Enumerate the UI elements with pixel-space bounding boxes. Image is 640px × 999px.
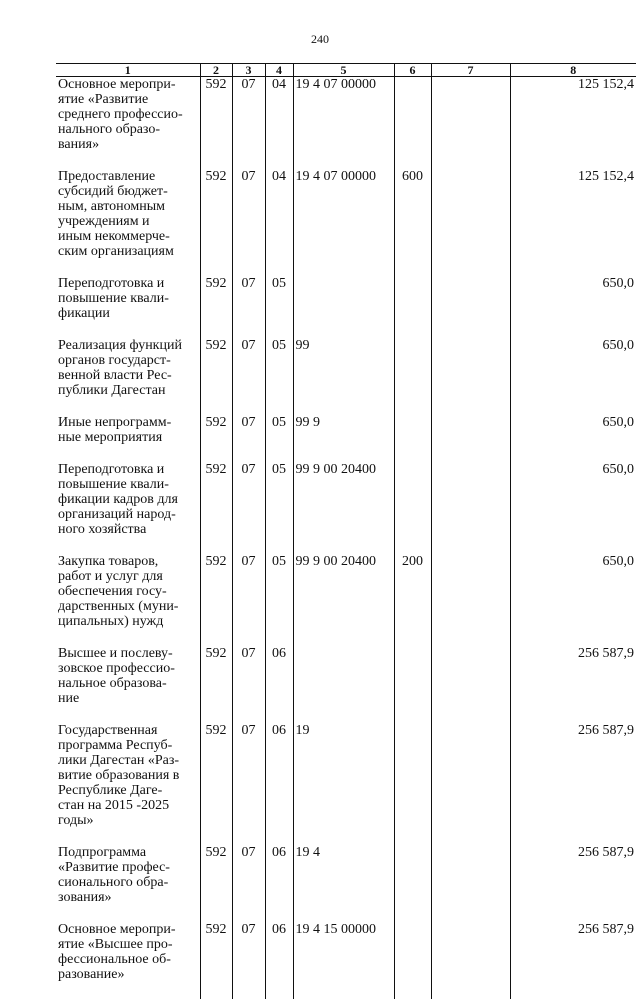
- column-header-5: 5: [293, 64, 394, 77]
- spacer-cell: [431, 828, 510, 845]
- spacer-cell: [200, 828, 232, 845]
- row-name-line: ные мероприятия: [58, 430, 198, 445]
- row-name-line: обеспечения госу-: [58, 584, 198, 599]
- row-name-line: субсидий бюджет-: [58, 184, 198, 199]
- row-subsection-code: 05: [265, 276, 293, 321]
- row-name-line: Предоставление: [58, 169, 198, 184]
- row-subsection-code: 06: [265, 922, 293, 982]
- page-number: 240: [0, 32, 640, 47]
- spacer-cell: [200, 537, 232, 554]
- row-amount: 650,0: [510, 338, 636, 398]
- spacer-cell: [232, 629, 265, 646]
- row-name-line: Переподготовка и: [58, 276, 198, 291]
- row-expense-type: [394, 77, 431, 153]
- row-name-line: программа Респуб-: [58, 738, 198, 753]
- spacer-cell: [265, 828, 293, 845]
- table-row: [56, 723, 636, 828]
- row-section-code: 07: [232, 169, 265, 259]
- spacer-cell: [200, 706, 232, 723]
- row-target-article: [293, 646, 394, 706]
- row-name-line: повышение квали-: [58, 477, 198, 492]
- spacer-cell: [265, 982, 293, 999]
- column-header-7: 7: [431, 64, 510, 77]
- row-name-line: ного хозяйства: [58, 522, 198, 537]
- spacer-cell: [232, 152, 265, 169]
- row-name-line: ятие «Высшее про-: [58, 937, 198, 952]
- row-col7: [431, 646, 510, 706]
- spacer-cell: [232, 828, 265, 845]
- row-name-line: Основное меропри-: [58, 922, 198, 937]
- table-header-row: [56, 64, 636, 77]
- spacer-cell: [265, 259, 293, 276]
- table-row: [56, 169, 636, 259]
- row-section-code: 07: [232, 276, 265, 321]
- row-name-line: фикации: [58, 306, 198, 321]
- row-name: [56, 646, 200, 706]
- row-spacer: [56, 982, 636, 999]
- table-row: [56, 646, 636, 706]
- table-row: [56, 77, 636, 153]
- row-chapter-code: 592: [200, 462, 232, 537]
- spacer-cell: [431, 982, 510, 999]
- spacer-cell: [394, 537, 431, 554]
- spacer-cell: [394, 259, 431, 276]
- row-target-article: 19 4 07 00000: [293, 169, 394, 259]
- spacer-cell: [200, 398, 232, 415]
- spacer-cell: [431, 398, 510, 415]
- row-expense-type: [394, 462, 431, 537]
- spacer-cell: [293, 398, 394, 415]
- row-section-code: 07: [232, 554, 265, 629]
- spacer-cell: [394, 905, 431, 922]
- row-name-line: Закупка товаров,: [58, 554, 198, 569]
- row-name-line: Подпрограмма: [58, 845, 198, 860]
- spacer-cell: [232, 259, 265, 276]
- column-header-6: 6: [394, 64, 431, 77]
- row-expense-type: [394, 723, 431, 828]
- row-expense-type: [394, 338, 431, 398]
- row-spacer: [56, 537, 636, 554]
- spacer-cell: [431, 259, 510, 276]
- row-name-line: Основное меропри-: [58, 77, 198, 92]
- row-spacer: [56, 828, 636, 845]
- spacer-cell: [265, 321, 293, 338]
- row-name-line: зовское профессио-: [58, 661, 198, 676]
- column-header-2: 2: [200, 64, 232, 77]
- row-name-line: нальное образова-: [58, 676, 198, 691]
- spacer-cell: [431, 152, 510, 169]
- row-name: [56, 77, 200, 153]
- spacer-cell: [232, 982, 265, 999]
- row-subsection-code: 05: [265, 462, 293, 537]
- row-expense-type: [394, 276, 431, 321]
- spacer-cell: [200, 982, 232, 999]
- spacer-cell: [265, 629, 293, 646]
- spacer-cell: [431, 629, 510, 646]
- table-row: [56, 922, 636, 982]
- row-name-line: Иные непрограмм-: [58, 415, 198, 430]
- spacer-cell: [200, 152, 232, 169]
- row-amount: 125 152,4: [510, 77, 636, 153]
- row-subsection-code: 05: [265, 338, 293, 398]
- row-section-code: 07: [232, 922, 265, 982]
- row-subsection-code: 06: [265, 646, 293, 706]
- spacer-cell: [265, 445, 293, 462]
- row-amount: 650,0: [510, 415, 636, 445]
- spacer-cell: [56, 321, 200, 338]
- row-expense-type: 600: [394, 169, 431, 259]
- spacer-cell: [232, 706, 265, 723]
- spacer-cell: [510, 982, 636, 999]
- spacer-cell: [293, 259, 394, 276]
- spacer-cell: [56, 537, 200, 554]
- spacer-cell: [394, 629, 431, 646]
- row-name-line: иным некоммерче-: [58, 229, 198, 244]
- row-col7: [431, 338, 510, 398]
- spacer-cell: [200, 905, 232, 922]
- row-section-code: 07: [232, 338, 265, 398]
- row-name: [56, 554, 200, 629]
- row-name-line: ским организациям: [58, 244, 198, 259]
- row-name: [56, 338, 200, 398]
- row-amount: 650,0: [510, 276, 636, 321]
- row-name-line: витие образования в: [58, 768, 198, 783]
- row-section-code: 07: [232, 723, 265, 828]
- row-col7: [431, 554, 510, 629]
- spacer-cell: [56, 905, 200, 922]
- row-col7: [431, 845, 510, 905]
- spacer-cell: [293, 321, 394, 338]
- spacer-cell: [293, 905, 394, 922]
- spacer-cell: [394, 152, 431, 169]
- row-amount: 256 587,9: [510, 723, 636, 828]
- row-name-line: Республике Даге-: [58, 783, 198, 798]
- row-target-article: 99 9 00 20400: [293, 554, 394, 629]
- row-name-line: разование»: [58, 967, 198, 982]
- row-name-line: ным, автономным: [58, 199, 198, 214]
- spacer-cell: [293, 828, 394, 845]
- spacer-cell: [510, 828, 636, 845]
- row-name-line: зования»: [58, 890, 198, 905]
- row-subsection-code: 04: [265, 169, 293, 259]
- row-name: [56, 415, 200, 445]
- spacer-cell: [56, 398, 200, 415]
- spacer-cell: [510, 905, 636, 922]
- spacer-cell: [510, 445, 636, 462]
- row-name-line: стан на 2015 -2025: [58, 798, 198, 813]
- row-spacer: [56, 445, 636, 462]
- row-section-code: 07: [232, 77, 265, 153]
- spacer-cell: [394, 828, 431, 845]
- row-name-line: органов государст-: [58, 353, 198, 368]
- row-name: [56, 276, 200, 321]
- row-subsection-code: 05: [265, 415, 293, 445]
- spacer-cell: [293, 982, 394, 999]
- spacer-cell: [200, 321, 232, 338]
- column-header-8: 8: [510, 64, 636, 77]
- row-expense-type: [394, 415, 431, 445]
- row-name-line: публики Дагестан: [58, 383, 198, 398]
- row-name-line: организаций народ-: [58, 507, 198, 522]
- row-target-article: 99: [293, 338, 394, 398]
- spacer-cell: [394, 445, 431, 462]
- spacer-cell: [394, 982, 431, 999]
- table-row: [56, 415, 636, 445]
- spacer-cell: [510, 537, 636, 554]
- row-col7: [431, 276, 510, 321]
- row-section-code: 07: [232, 415, 265, 445]
- spacer-cell: [293, 537, 394, 554]
- spacer-cell: [394, 398, 431, 415]
- row-section-code: 07: [232, 845, 265, 905]
- spacer-cell: [510, 259, 636, 276]
- row-chapter-code: 592: [200, 845, 232, 905]
- row-target-article: 99 9 00 20400: [293, 462, 394, 537]
- row-target-article: [293, 276, 394, 321]
- row-name-line: дарственных (муни-: [58, 599, 198, 614]
- spacer-cell: [431, 445, 510, 462]
- row-name: [56, 723, 200, 828]
- spacer-cell: [56, 259, 200, 276]
- row-chapter-code: 592: [200, 77, 232, 153]
- row-chapter-code: 592: [200, 922, 232, 982]
- spacer-cell: [265, 152, 293, 169]
- row-target-article: 19 4 15 00000: [293, 922, 394, 982]
- row-name-line: годы»: [58, 813, 198, 828]
- spacer-cell: [200, 445, 232, 462]
- spacer-cell: [394, 321, 431, 338]
- row-subsection-code: 05: [265, 554, 293, 629]
- row-chapter-code: 592: [200, 338, 232, 398]
- spacer-cell: [56, 982, 200, 999]
- row-section-code: 07: [232, 646, 265, 706]
- row-target-article: 19 4: [293, 845, 394, 905]
- row-col7: [431, 462, 510, 537]
- spacer-cell: [510, 706, 636, 723]
- spacer-cell: [56, 828, 200, 845]
- spacer-cell: [431, 905, 510, 922]
- spacer-cell: [510, 321, 636, 338]
- row-col7: [431, 77, 510, 153]
- row-amount: 650,0: [510, 462, 636, 537]
- row-expense-type: [394, 646, 431, 706]
- budget-table: [56, 63, 636, 999]
- row-name-line: венной власти Рес-: [58, 368, 198, 383]
- row-name-line: Государственная: [58, 723, 198, 738]
- row-spacer: [56, 398, 636, 415]
- row-expense-type: [394, 845, 431, 905]
- spacer-cell: [394, 706, 431, 723]
- spacer-cell: [200, 259, 232, 276]
- row-chapter-code: 592: [200, 169, 232, 259]
- row-col7: [431, 723, 510, 828]
- spacer-cell: [510, 398, 636, 415]
- row-col7: [431, 169, 510, 259]
- row-name-line: учреждениям и: [58, 214, 198, 229]
- spacer-cell: [431, 706, 510, 723]
- row-name-line: лики Дагестан «Раз-: [58, 753, 198, 768]
- row-name: [56, 922, 200, 982]
- row-target-article: 99 9: [293, 415, 394, 445]
- column-header-4: 4: [265, 64, 293, 77]
- spacer-cell: [232, 445, 265, 462]
- row-chapter-code: 592: [200, 276, 232, 321]
- row-name: [56, 845, 200, 905]
- row-name-line: среднего профессио-: [58, 107, 198, 122]
- row-spacer: [56, 706, 636, 723]
- row-name-line: Высшее и послеву-: [58, 646, 198, 661]
- spacer-cell: [232, 321, 265, 338]
- spacer-cell: [232, 905, 265, 922]
- spacer-cell: [431, 537, 510, 554]
- spacer-cell: [232, 398, 265, 415]
- spacer-cell: [56, 706, 200, 723]
- row-subsection-code: 06: [265, 845, 293, 905]
- row-spacer: [56, 905, 636, 922]
- row-spacer: [56, 152, 636, 169]
- table-row: [56, 338, 636, 398]
- row-name-line: Переподготовка и: [58, 462, 198, 477]
- table-row: [56, 554, 636, 629]
- spacer-cell: [56, 445, 200, 462]
- spacer-cell: [56, 152, 200, 169]
- row-name: [56, 169, 200, 259]
- row-name-line: нального образо-: [58, 122, 198, 137]
- table-body: [56, 77, 636, 999]
- spacer-cell: [200, 629, 232, 646]
- row-chapter-code: 592: [200, 723, 232, 828]
- row-name-line: ятие «Развитие: [58, 92, 198, 107]
- row-name-line: сионального обра-: [58, 875, 198, 890]
- row-expense-type: 200: [394, 554, 431, 629]
- row-name-line: работ и услуг для: [58, 569, 198, 584]
- row-target-article: 19: [293, 723, 394, 828]
- row-amount: 256 587,9: [510, 922, 636, 982]
- spacer-cell: [510, 629, 636, 646]
- row-amount: 650,0: [510, 554, 636, 629]
- row-name-line: ние: [58, 691, 198, 706]
- row-expense-type: [394, 922, 431, 982]
- row-name-line: повышение квали-: [58, 291, 198, 306]
- table-row: [56, 276, 636, 321]
- table-row: [56, 462, 636, 537]
- row-chapter-code: 592: [200, 646, 232, 706]
- row-name-line: фессиональное об-: [58, 952, 198, 967]
- row-col7: [431, 922, 510, 982]
- row-subsection-code: 04: [265, 77, 293, 153]
- row-name-line: вания»: [58, 137, 198, 152]
- spacer-cell: [293, 445, 394, 462]
- row-subsection-code: 06: [265, 723, 293, 828]
- spacer-cell: [56, 629, 200, 646]
- row-target-article: 19 4 07 00000: [293, 77, 394, 153]
- row-spacer: [56, 259, 636, 276]
- row-name: [56, 462, 200, 537]
- spacer-cell: [293, 152, 394, 169]
- spacer-cell: [265, 398, 293, 415]
- row-amount: 256 587,9: [510, 646, 636, 706]
- spacer-cell: [510, 152, 636, 169]
- row-section-code: 07: [232, 462, 265, 537]
- spacer-cell: [293, 629, 394, 646]
- column-header-3: 3: [232, 64, 265, 77]
- spacer-cell: [293, 706, 394, 723]
- row-name-line: ципальных) нужд: [58, 614, 198, 629]
- row-chapter-code: 592: [200, 415, 232, 445]
- row-name-line: Реализация функций: [58, 338, 198, 353]
- row-amount: 125 152,4: [510, 169, 636, 259]
- row-spacer: [56, 629, 636, 646]
- spacer-cell: [431, 321, 510, 338]
- row-name-line: фикации кадров для: [58, 492, 198, 507]
- row-name-line: «Развитие профес-: [58, 860, 198, 875]
- row-chapter-code: 592: [200, 554, 232, 629]
- row-spacer: [56, 321, 636, 338]
- spacer-cell: [232, 537, 265, 554]
- spacer-cell: [265, 905, 293, 922]
- table-row: [56, 845, 636, 905]
- row-amount: 256 587,9: [510, 845, 636, 905]
- spacer-cell: [265, 537, 293, 554]
- spacer-cell: [265, 706, 293, 723]
- row-col7: [431, 415, 510, 445]
- column-header-1: 1: [56, 64, 200, 77]
